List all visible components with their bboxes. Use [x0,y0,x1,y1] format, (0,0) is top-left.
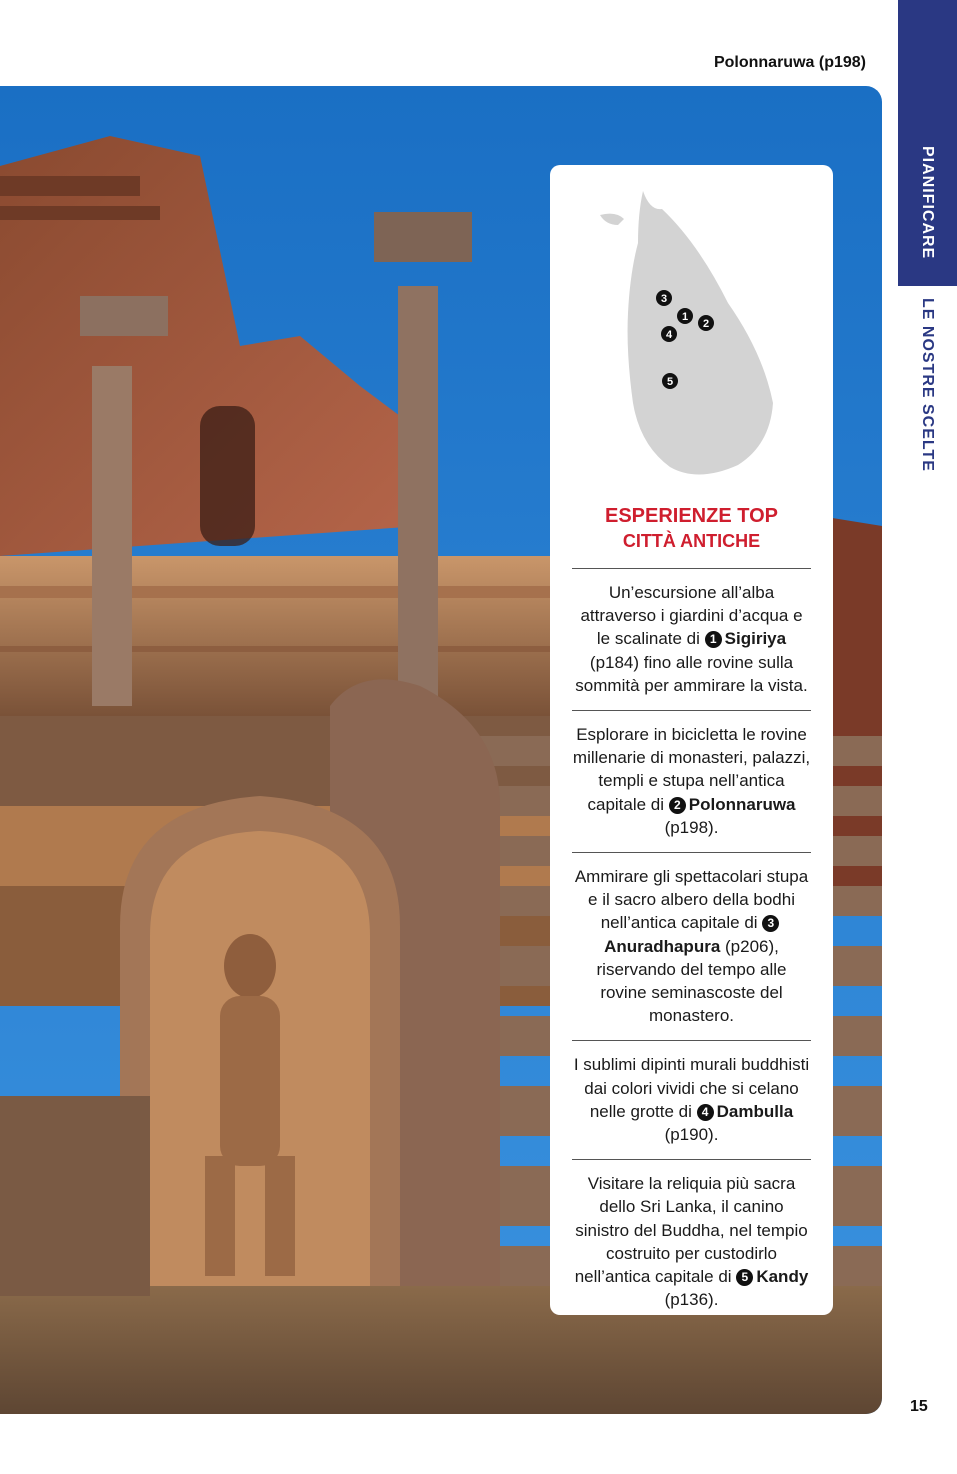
place-name: Sigiriya [724,629,787,649]
list-item [572,710,811,852]
number-badge: 2 [669,797,686,814]
item-text: Ammirare gli spettacolari stupa e il sacro albero della bodhi nell’antica capitale di [574,867,809,933]
item-text: Esplorare in bicicletta le rovine millenarie di monasteri, palazzi, templi e stupa nell’antica capitale di [572,725,811,814]
item-text-after: (p206), riservando del tempo alle rovine seminascoste del monastero. [596,936,787,1026]
svg-text:5: 5 [666,376,674,388]
item-text-after: (p136). [664,1290,719,1310]
subsection-label: LE NOSTRE SCELTE [919,298,936,472]
list-item [572,568,811,710]
place-name: Polonnaruwa [688,794,796,814]
item-text-after: (p198). [664,817,719,837]
sri-lanka-map [588,183,784,483]
list-item [572,852,811,1040]
svg-text:3: 3 [660,293,668,305]
svg-text:2: 2 [702,318,710,330]
item-text: Un’escursione all’alba attraverso i giardini d’acqua e le scalinate di [580,583,803,649]
card-title: ESPERIENZE TOP [604,505,778,527]
map-marker-4 [661,326,677,342]
map-marker-5 [662,373,678,389]
list-item [572,1159,811,1324]
map-marker-3 [656,290,672,306]
svg-text:4: 4 [665,329,673,341]
place-name: Anuradhapura [604,936,721,956]
photo-caption: Polonnaruwa (p198) [713,54,866,71]
card-subtitle: CITTÀ ANTICHE [622,531,761,551]
top-experiences-card [550,165,833,1315]
map-marker-2 [698,315,714,331]
number-badge: 3 [762,915,779,932]
svg-text:1: 1 [681,311,689,323]
place-name: Kandy [756,1267,809,1287]
item-text: Visitare la reliquia più sacra dello Sri Lanka, il canino sinistro del Buddha, nel tempio costruito per custodirlo nell’antica capitale di [574,1174,808,1287]
number-badge: 5 [736,1269,753,1286]
item-text-after: (p190). [664,1125,719,1145]
section-tab-label: PIANIFICARE [919,146,936,260]
experience-list [572,568,811,1324]
item-text: I sublimi dipinti murali buddhisti dai colori vividi che si celano nelle grotte di [573,1055,810,1121]
place-name: Dambulla [716,1101,794,1121]
card-heading [550,503,833,553]
map-marker-1 [677,308,693,324]
list-item [572,1040,811,1159]
page-number: 15 [910,1398,928,1415]
item-text-after: (p184) fino alle rovine sulla sommità per ammirare la vista. [575,652,808,695]
number-badge: 1 [705,631,722,648]
number-badge: 4 [697,1104,714,1121]
